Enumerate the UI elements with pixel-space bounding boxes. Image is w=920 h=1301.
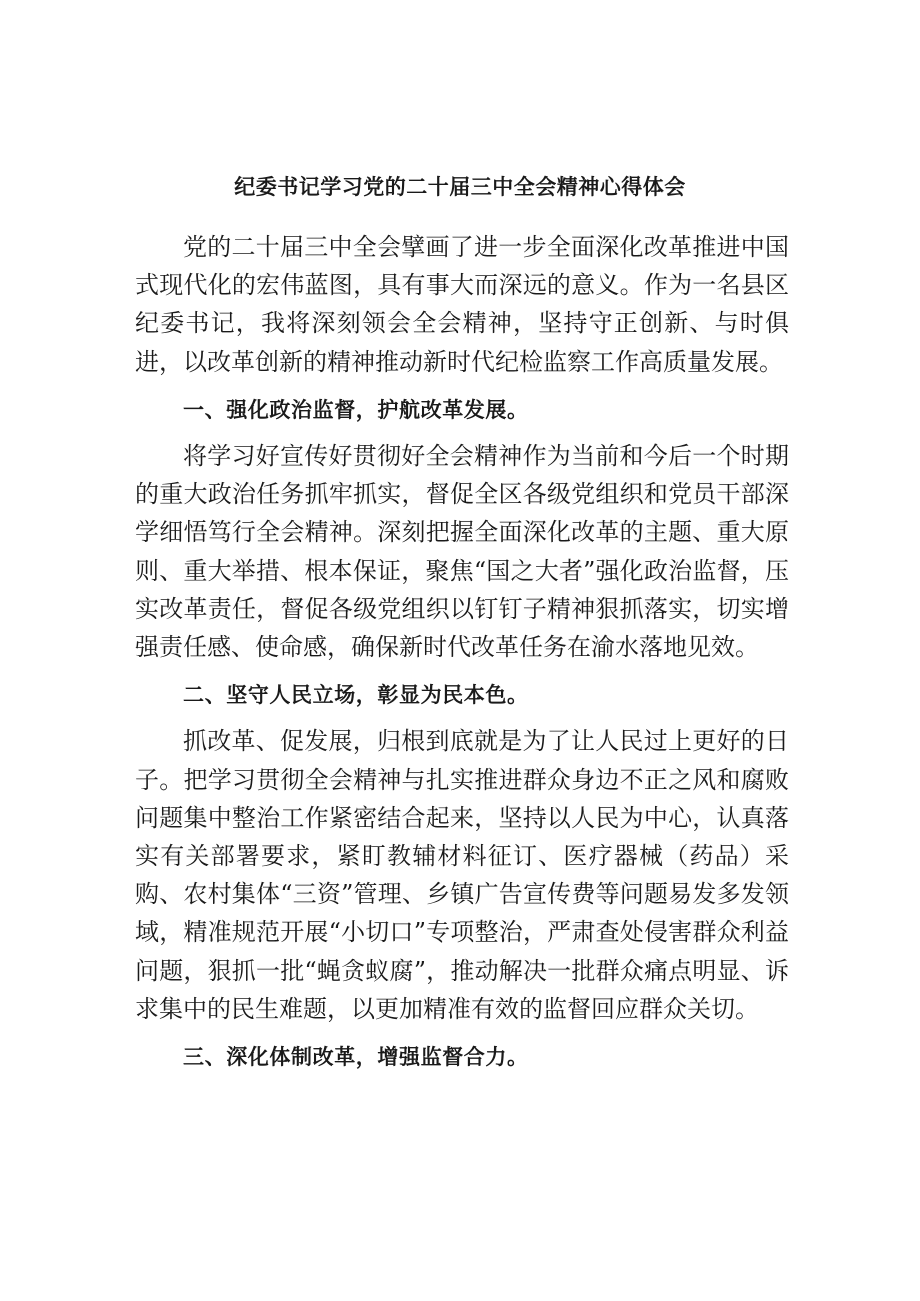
document-body — [135, 228, 789, 1076]
section-3-heading: 三、深化体制改革，增强监督合力。 — [183, 1045, 529, 1070]
section-1-paragraph: 将学习好宣传好贯彻好全会精神作为当前和今后一个时期的重大政治任务抓牢抓实，督促全区各级党组织和党员干部深学细悟笃行全会精神。深刻把握全面深化改革的主题、重大原则、重大举措、根本保证，聚焦“国之大者”强化政治监督，压实改革责任，督促各级党组织以钉钉子精神狠抓落实，切实增强责任感、使命感，确保新时代改革任务在渝水落地见效。 — [135, 442, 789, 662]
section-1-heading: 一、强化政治监督，护航改革发展。 — [183, 397, 529, 422]
section-2-heading: 二、坚守人民立场，彰显为民本色。 — [183, 683, 529, 708]
section-2-paragraph: 抓改革、促发展，归根到底就是为了让人民过上更好的日子。把学习贯彻全会精神与扎实推进群众身边不正之风和腐败问题集中整治工作紧密结合起来，坚持以人民为中心，认真落实有关部署要求，紧盯教辅材料征订、医疗器械（药品）采购、农村集体“三资”管理、乡镇广告宣传费等问题易发多发领域，精准规范开展“小切口”专项整治，严肃查处侵害群众利益问题，狠抓一批“蝇贪蚁腐”，推动解决一批群众痛点明显、诉求集中的民生难题，以更加精准有效的监督回应群众关切。 — [135, 727, 789, 1023]
document-title: 纪委书记学习党的二十届三中全会精神心得体会 — [234, 175, 686, 199]
intro-paragraph: 党的二十届三中全会擘画了进一步全面深化改革推进中国式现代化的宏伟蓝图，具有事大而深远的意义。作为一名县区纪委书记，我将深刻领会全会精神，坚持守正创新、与时俱进，以改革创新的精神推动新时代纪检监察工作高质量发展。 — [135, 233, 789, 376]
